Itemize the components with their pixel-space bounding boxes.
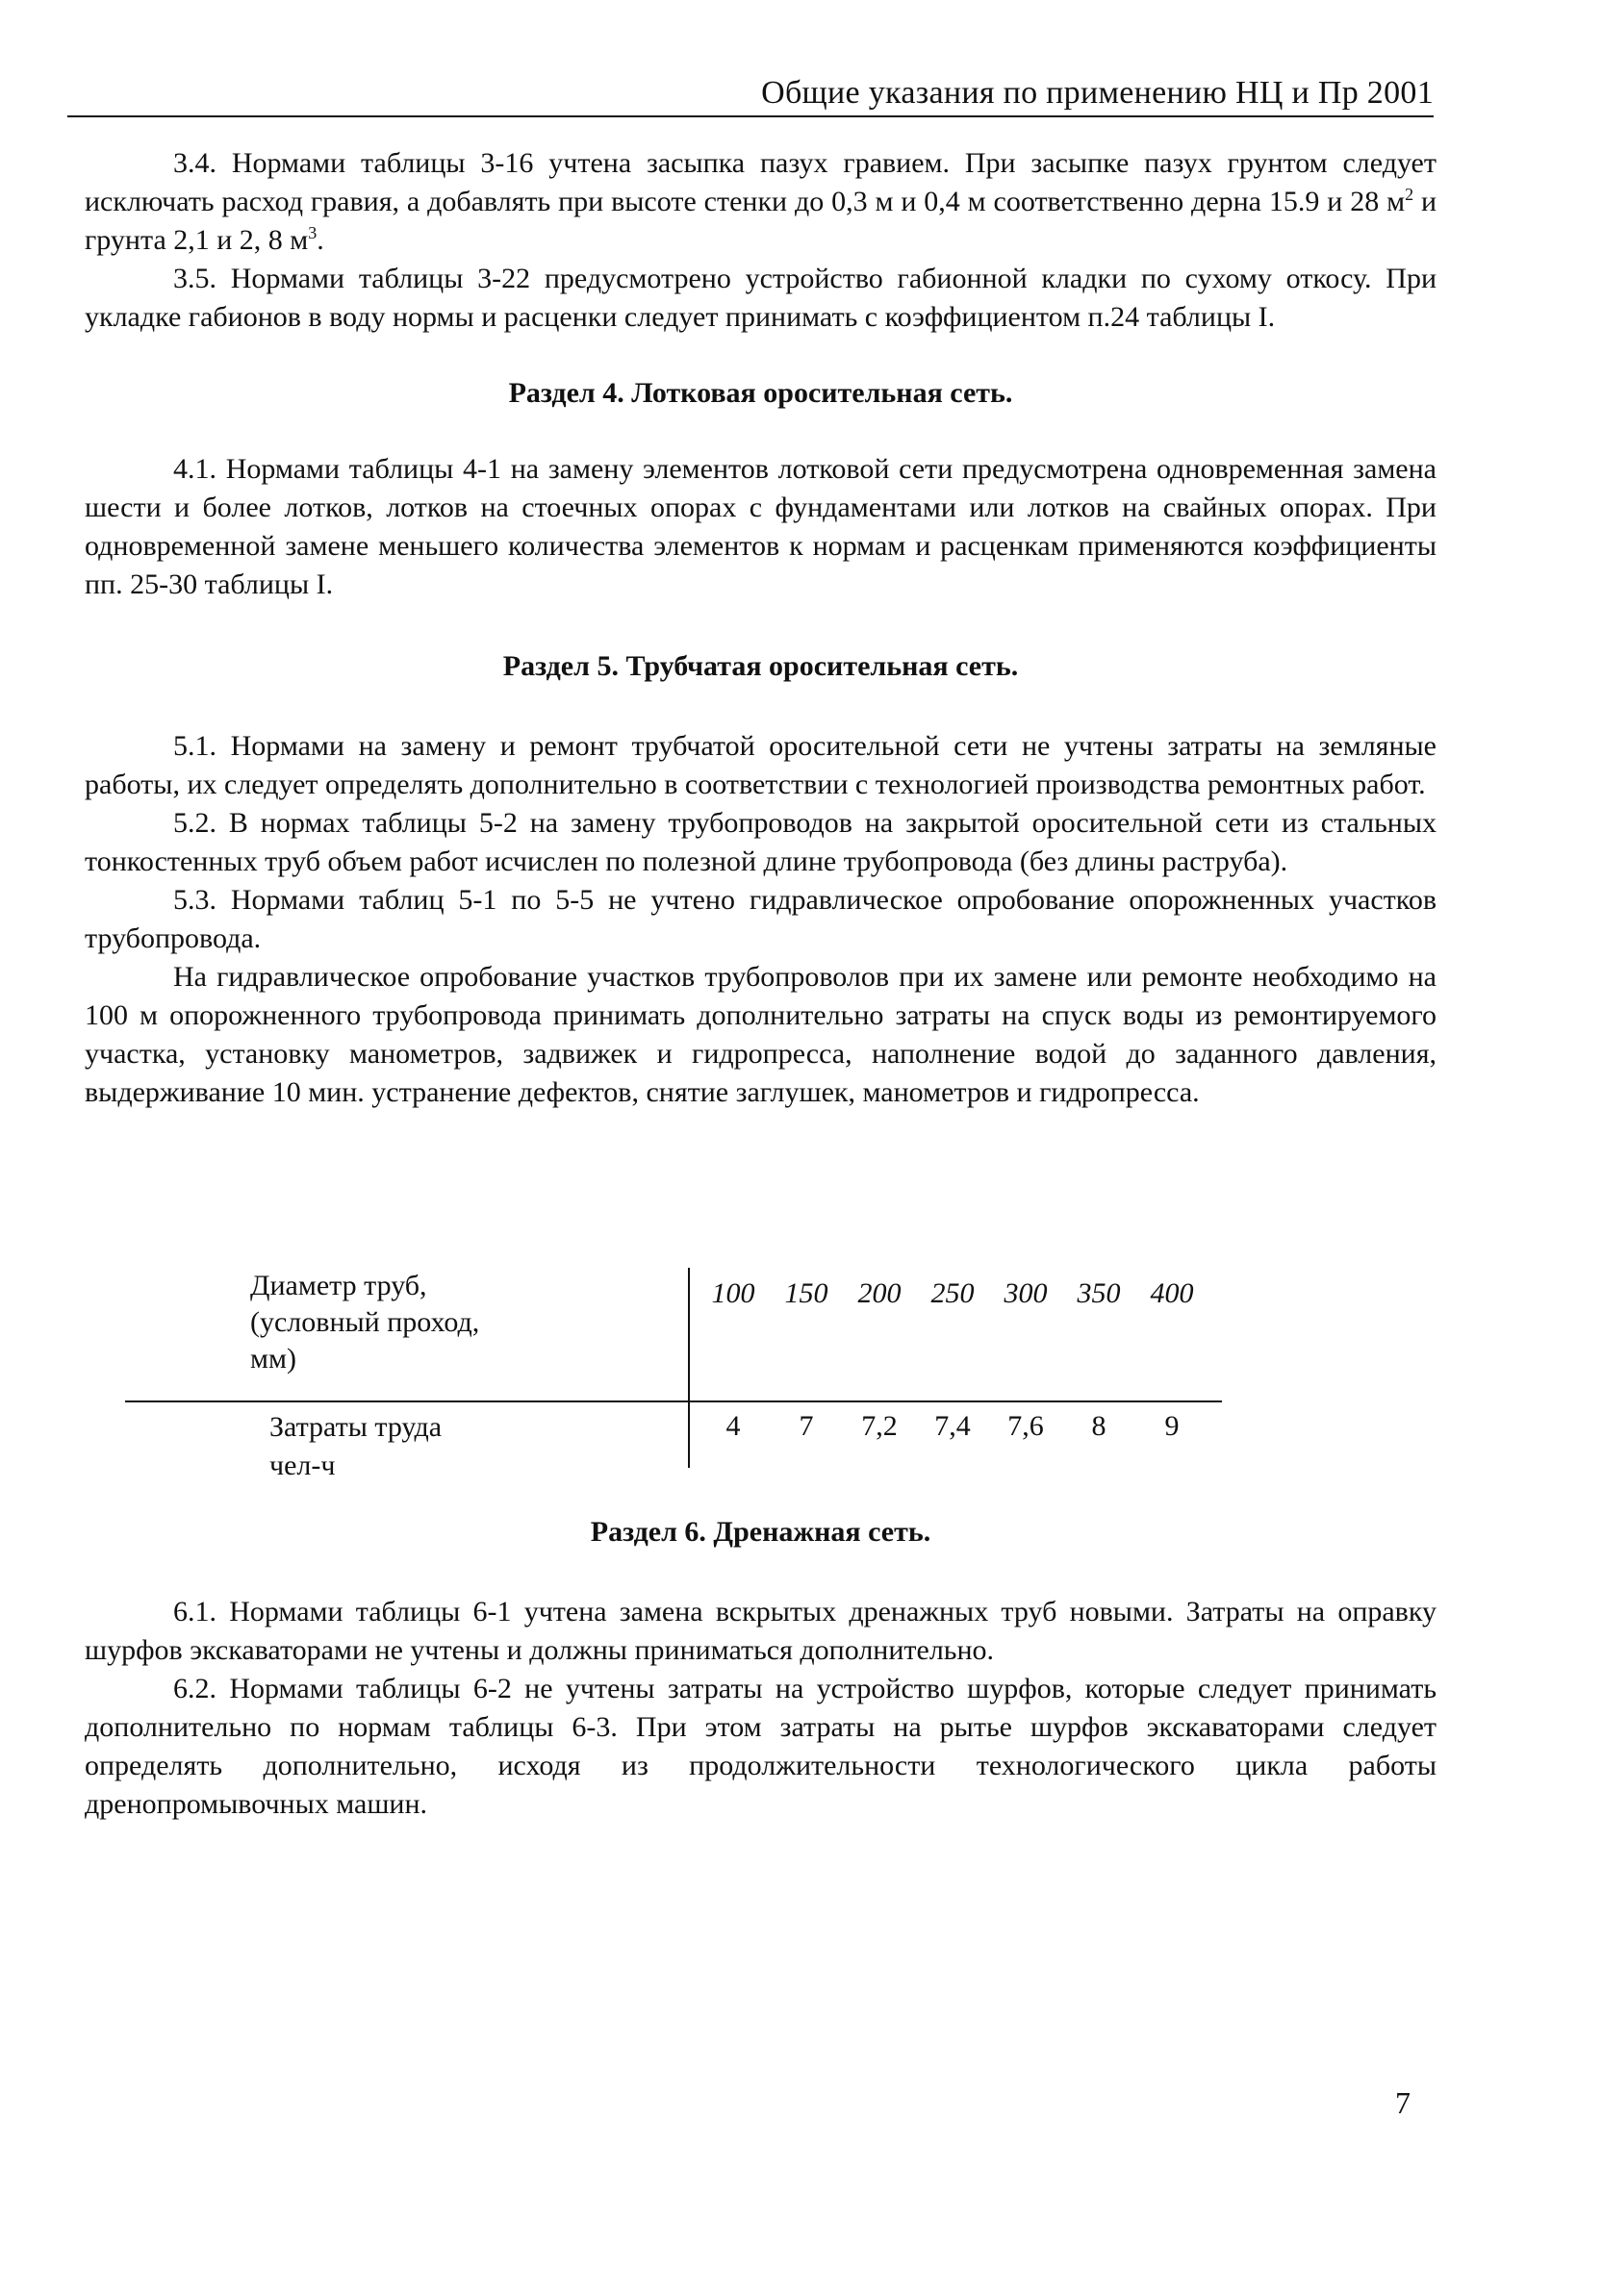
row-label-line: Затраты труда xyxy=(269,1411,443,1443)
labor-cell: 7 xyxy=(799,1410,814,1442)
row-label-diameter xyxy=(250,1268,674,1377)
section-6-heading: Раздел 6. Дренажная сеть. xyxy=(590,1516,931,1548)
section-4-heading: Раздел 4. Лотковая оросительная сеть. xyxy=(508,377,1013,409)
header-title: Общие указания по применению НЦ и Пр 2001 xyxy=(761,75,1434,111)
section-3-text xyxy=(85,144,1437,337)
row-label-labor xyxy=(269,1408,442,1485)
diameter-cell: 400 xyxy=(1150,1277,1194,1309)
paragraph-3-4-end: . xyxy=(317,224,324,256)
header-rule xyxy=(67,115,1434,117)
labor-cell: 8 xyxy=(1091,1410,1106,1442)
labor-cell: 4 xyxy=(725,1410,741,1442)
paragraph-5-1: 5.1. Нормами на замену и ремонт трубчатой оросительной сети не учтены затраты на земляные работы, их следует определять дополнительно в соответствии с технологией производства ремонтных работ. xyxy=(85,730,1437,800)
paragraph-3-4 xyxy=(85,144,1437,260)
labor-cell: 7,4 xyxy=(934,1410,971,1442)
section-5-text xyxy=(85,727,1437,1112)
paragraph-5-3-cont: На гидравлическое опробование участков трубопроволов при их замене или ремонте необходимо на 100 м опорожненного трубопровода принимать дополнительно затраты на спуск воды из ремонтируемого участка, установку манометров, задвижек и гидропресса, наполнение водой до заданного давления, выдерживание 10 мин. устранение дефектов, снятие заглушек, манометров и гидропресса. xyxy=(85,961,1437,1108)
diameter-cell: 350 xyxy=(1077,1277,1121,1309)
superscript: 2 xyxy=(1405,185,1414,204)
diameter-cell: 300 xyxy=(1004,1277,1048,1309)
row-label-line: чел-ч xyxy=(269,1450,336,1481)
paragraph-3-4-tail: и грунта 2,1 и 2, 8 м xyxy=(85,186,1437,256)
diameter-cell: 250 xyxy=(930,1277,975,1309)
paragraph-3-4-text: 3.4. Нормами таблицы 3-16 учтена засыпка пазух гравием. При засыпке пазух грунтом следует исключать расход гравия, а добавлять при высоте стенки до 0,3 м и 0,4 м соответственно дерна 15.9 и 28 м xyxy=(85,147,1437,217)
row-label-line: мм) xyxy=(250,1343,296,1375)
paragraph-6-2: 6.2. Нормами таблицы 6-2 не учтены затраты на устройство шурфов, которые следует принимать дополнительно по нормам таблицы 6-3. При этом затраты на рытье шурфов экскаваторами следует определять дополнительно, исходя из продолжительности технологического цикла работы дренопромывочных машин. xyxy=(85,1673,1437,1820)
labor-cell: 7,2 xyxy=(861,1410,898,1442)
diameter-cell: 150 xyxy=(784,1277,828,1309)
paragraph-4-1: 4.1. Нормами таблицы 4-1 на замену элементов лотковой сети предусмотрена одновременная замена шести и более лотков, лотков на стоечных опорах с фундаментами или лотков на свайных опорах. При одновременной замене меньшего количества элементов к нормам и расценкам применяются коэффициенты пп. 25-30 таблицы I. xyxy=(85,453,1437,600)
table-vertical-rule xyxy=(688,1268,690,1468)
paragraph-5-2: 5.2. В нормах таблицы 5-2 на замену трубопроводов на закрытой оросительной сети из стальных тонкостенных труб объем работ исчислен по полезной длине трубопровода (без длины раструба). xyxy=(85,807,1437,877)
table-horizontal-rule xyxy=(125,1400,1222,1402)
paragraph-3-5: 3.5. Нормами таблицы 3-22 предусмотрено устройство габионной кладки по сухому откосу. При укладке габионов в воду нормы и расценки следует принимать с коэффициентом п.24 таблицы I. xyxy=(85,263,1437,333)
running-header xyxy=(67,69,1434,117)
diameter-cell: 100 xyxy=(711,1277,755,1309)
row-label-line: Диаметр труб, xyxy=(250,1270,427,1301)
row-label-line: (условный проход, xyxy=(250,1306,480,1338)
labor-cell: 7,6 xyxy=(1007,1410,1044,1442)
diameter-cell: 200 xyxy=(857,1277,902,1309)
page-number: 7 xyxy=(1395,2085,1411,2120)
section-6-text xyxy=(85,1593,1437,1824)
labor-table xyxy=(125,1268,1222,1481)
labor-cell: 9 xyxy=(1164,1410,1180,1442)
paragraph-5-3: 5.3. Нормами таблиц 5-1 по 5-5 не учтено гидравлическое опробование опорожненных участков трубопровода. xyxy=(85,884,1437,954)
paragraph-6-1: 6.1. Нормами таблицы 6-1 учтена замена вскрытых дренажных труб новыми. Затраты на оправку шурфов экскаваторами не учтены и должны приниматься дополнительно. xyxy=(85,1596,1437,1666)
superscript: 3 xyxy=(308,223,318,242)
section-5-heading: Раздел 5. Трубчатая оросительная сеть. xyxy=(502,650,1019,682)
section-4-text xyxy=(85,450,1437,604)
